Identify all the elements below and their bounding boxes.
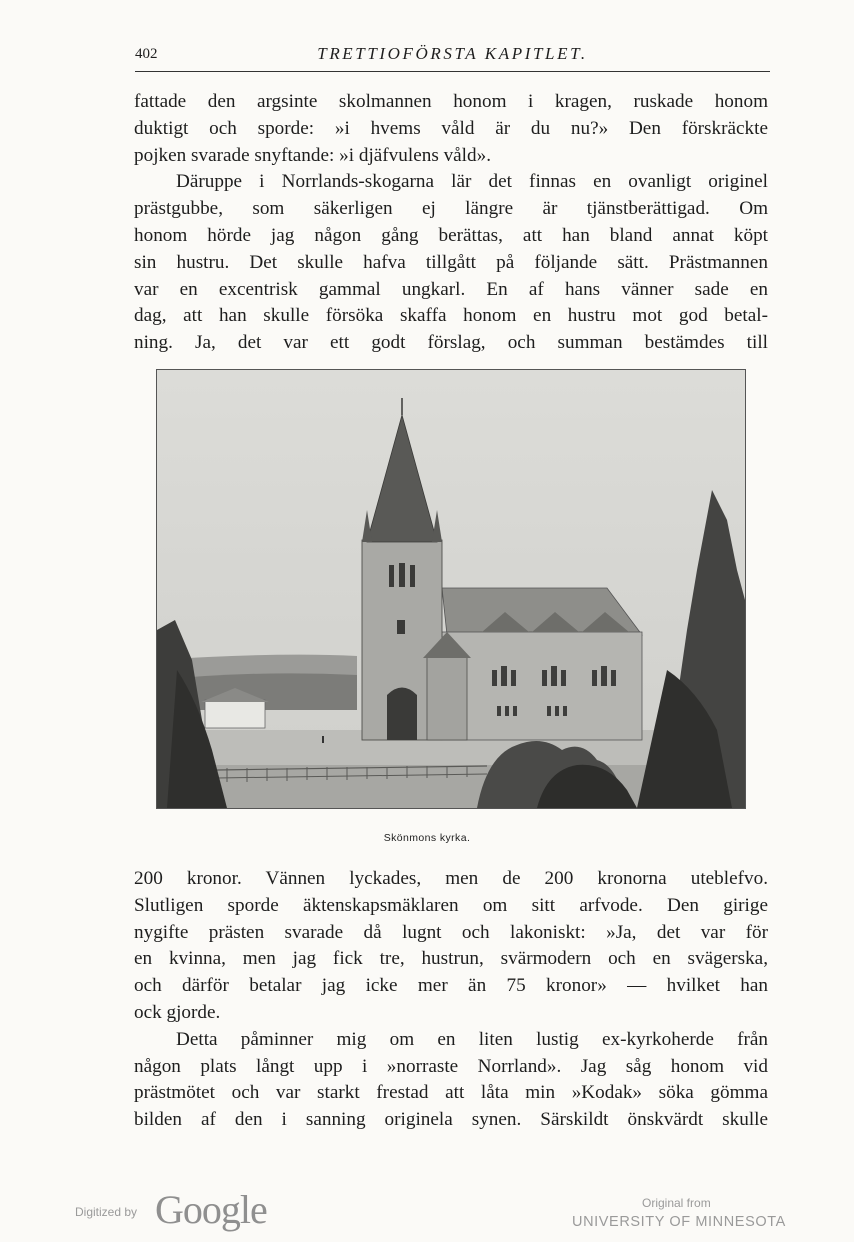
page-number: 402 (135, 46, 158, 62)
text-line: pojken svarade snyftande: »i djäfvulens våld». (134, 144, 492, 166)
page-header (135, 44, 770, 70)
church-photograph (156, 369, 746, 809)
original-from-label: Original from (642, 1196, 711, 1210)
text-line: ock gjorde. (134, 1001, 221, 1023)
text-line: Slutligen sporde äktenskapsmäklaren om sitt arfvode. Den girige (134, 894, 768, 916)
church-illustration (157, 370, 745, 808)
google-logo: Google (155, 1187, 267, 1232)
text-line: prästmötet och var starkt frestad att låta min »Kodak» söka gömma (134, 1082, 768, 1104)
body-text-bottom (134, 866, 768, 1134)
text-line: någon plats långt upp i »norraste Norrland». Jag såg honom vid (134, 1055, 768, 1077)
text-line: Däruppe i Norrlands-skogarna lär det finnas en ovanligt originel (176, 171, 768, 193)
body-text-top (134, 89, 768, 357)
text-line: fattade den argsinte skolmannen honom i kragen, ruskade honom (134, 91, 768, 112)
text-line: bilden af den i sanning originela synen. Särskildt önskvärdt skulle (134, 1109, 768, 1131)
text-line: en kvinna, men jag fick tre, hustrun, svärmodern och en svägerska, (134, 948, 768, 970)
text-line: prästgubbe, som säkerligen ej längre är tjänstberättigad. Om (134, 198, 768, 220)
digitized-by-label: Digitized by (75, 1205, 138, 1219)
text-line: nygifte prästen svarade då lugnt och lakoniskt: »Ja, det var för (134, 921, 768, 943)
university-label: UNIVERSITY OF MINNESOTA (572, 1214, 786, 1230)
text-line: ning. Ja, det var ett godt förslag, och summan bestämdes till (134, 332, 768, 354)
text-line: dag, att han skulle försöka skaffa honom en hustru mot god betal- (134, 305, 768, 327)
text-line: honom hörde jag någon gång berättas, att han bland annat köpt (134, 224, 768, 246)
running-title: TRETTIOFÖRSTA KAPITLET. (317, 44, 588, 63)
text-line: duktigt och sporde: »i hvems våld är du nu?» Den förskräckte (134, 117, 768, 139)
text-line: sin hustru. Det skulle hafva tillgått på följande sätt. Prästmannen (134, 251, 768, 273)
text-line: Detta påminner mig om en liten lustig ex-kyrkoherde från (176, 1028, 768, 1050)
text-line: 200 kronor. Vännen lyckades, men de 200 kronorna uteblefvo. (134, 868, 768, 889)
header-rule (135, 71, 770, 72)
text-line: var en excentrisk gammal ungkarl. En af hans vänner sade en (134, 278, 768, 300)
figure-caption: Skönmons kyrka. (383, 832, 471, 844)
text-line: och därför betalar jag icke mer än 75 kronor» — hvilket han (134, 975, 768, 997)
